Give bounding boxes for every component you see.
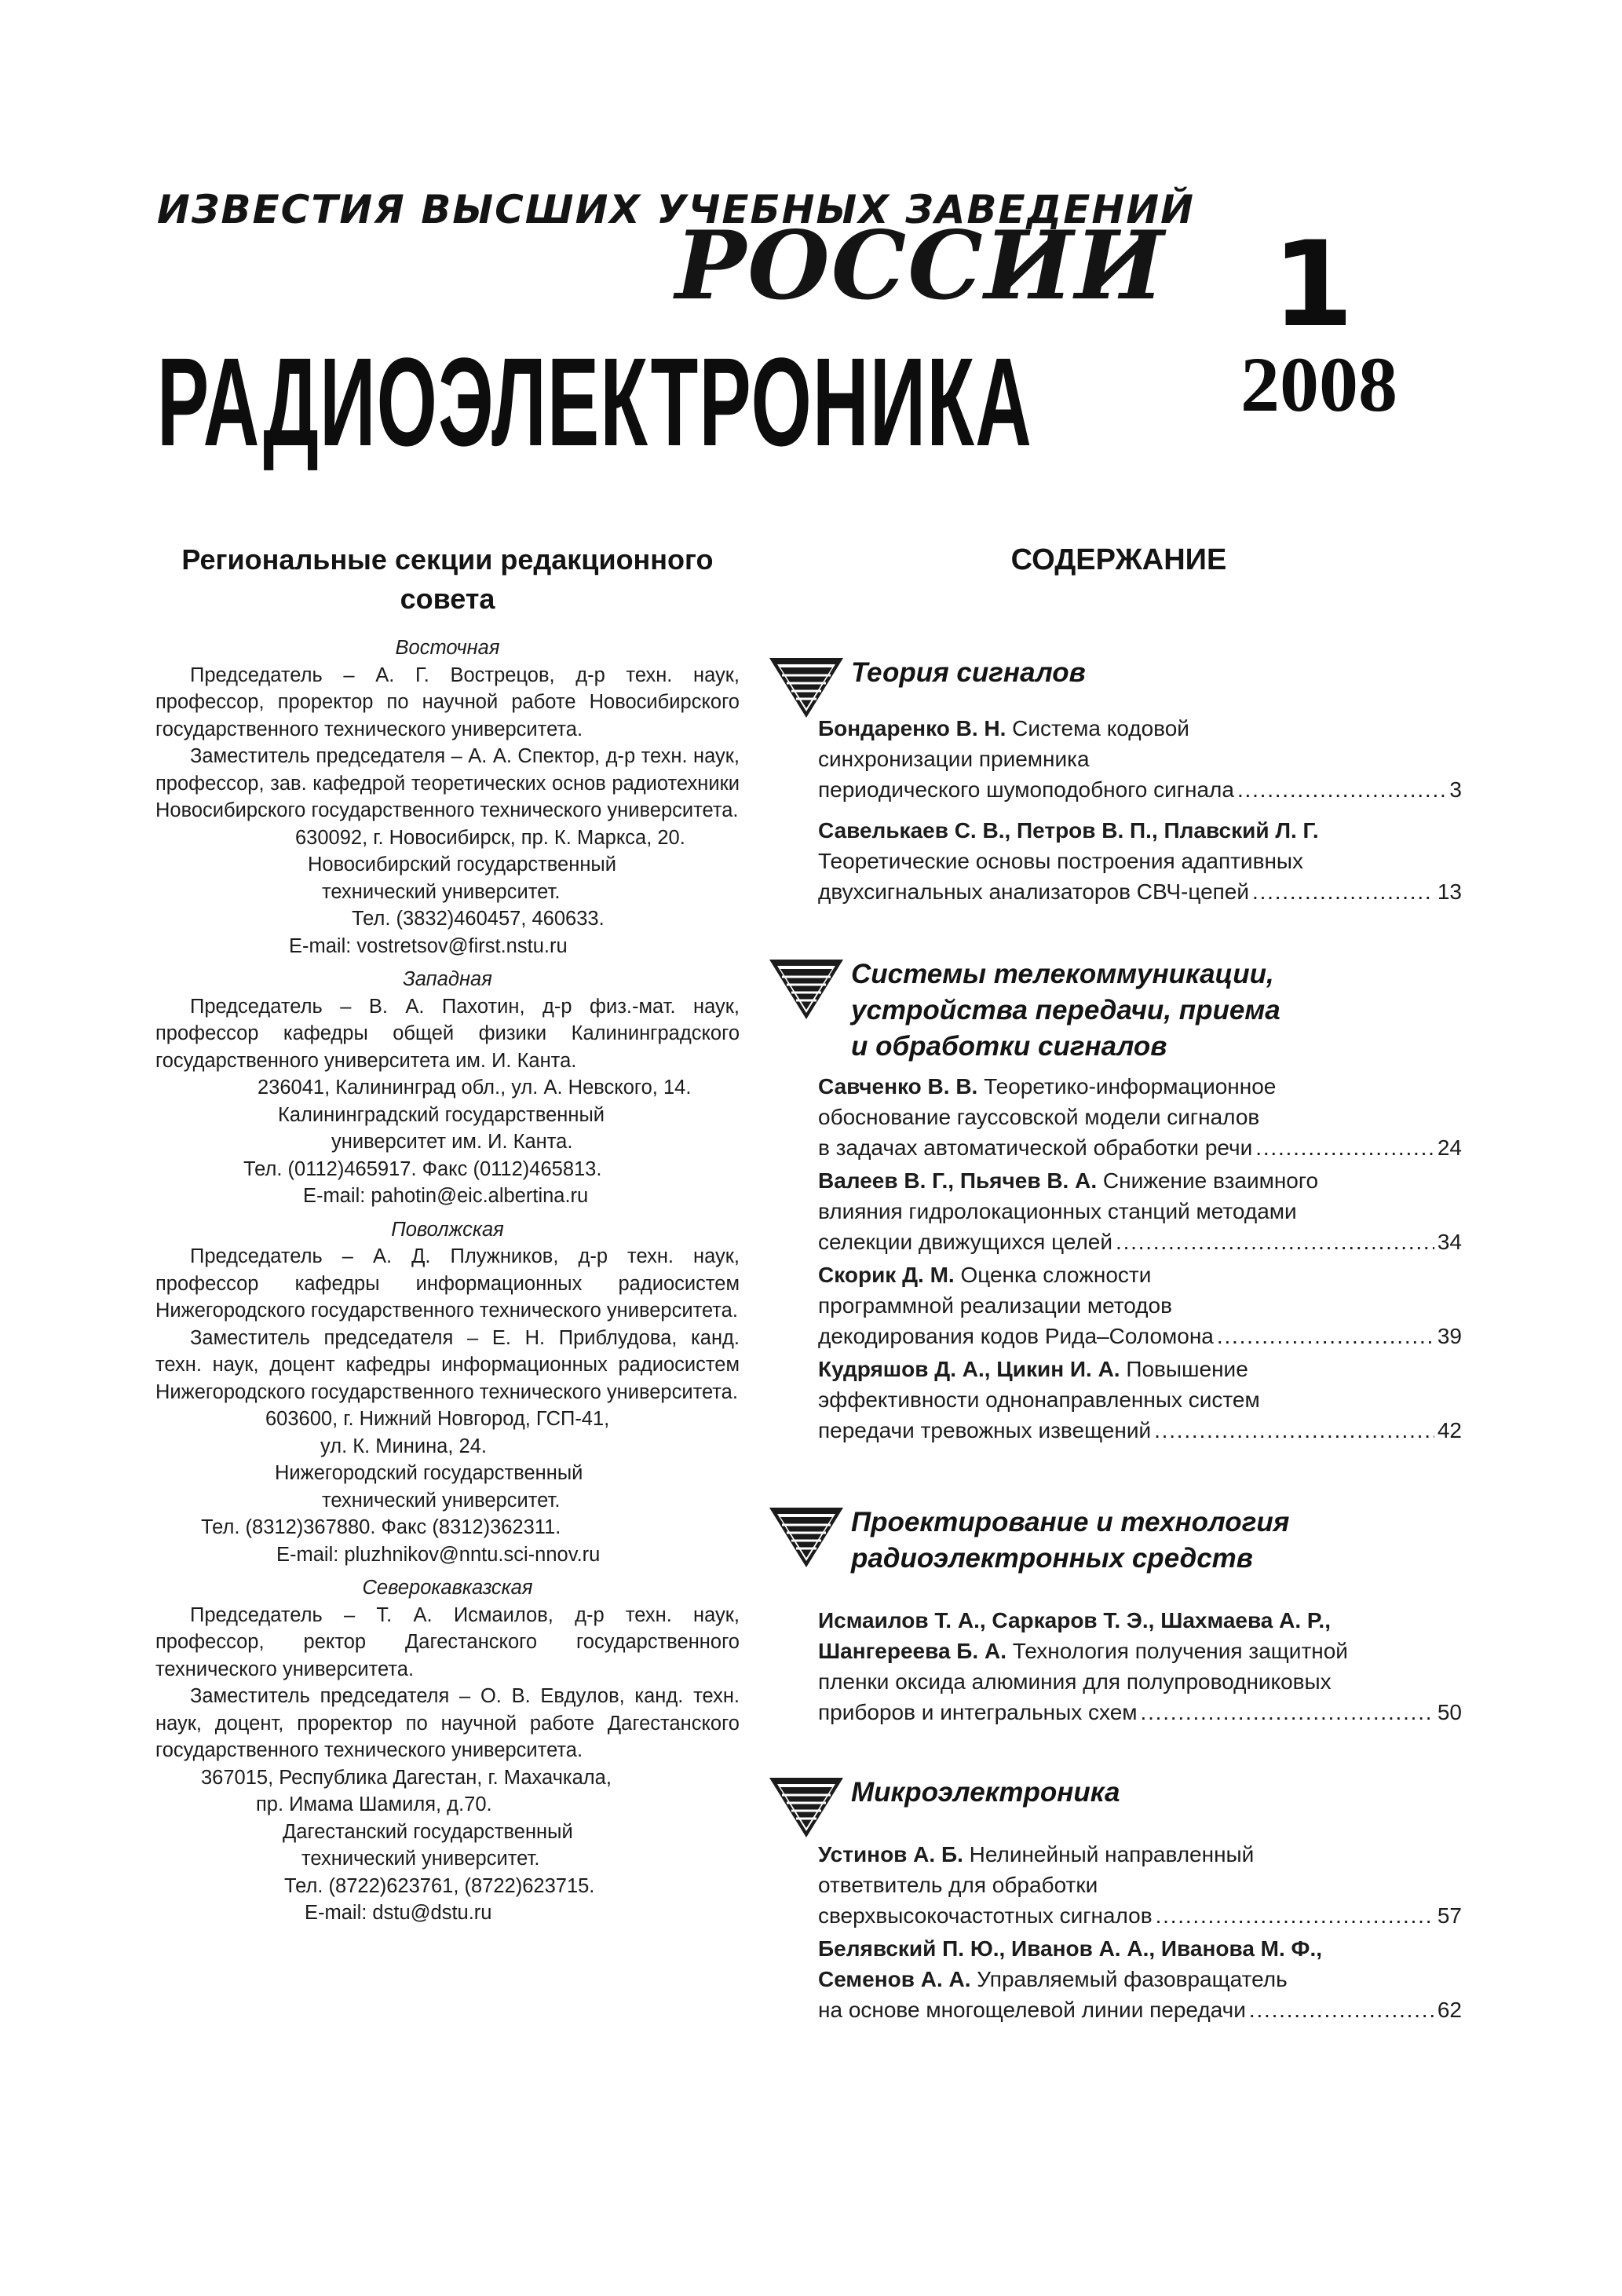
region-address-line: E-mail: vostretsov@first.nstu.ru xyxy=(289,934,568,957)
entry-authors: Белявский П. Ю., Иванов А. А., Иванова М. Ф., xyxy=(818,1936,1323,1961)
entry-last-line xyxy=(818,1132,1462,1163)
region-person: Председатель – А. Д. Плужников, д-р техн. наук, профессор кафедры информационных радиосистем Нижегородского государственного технического университета. xyxy=(155,1245,740,1322)
entry-authors: Устинов А. Б. xyxy=(818,1842,963,1866)
region-person: Председатель – В. А. Пахотин, д-р физ.-мат. наук, профессор кафедры общей физики Калининградского государственного университета им. И. Канта. xyxy=(155,995,740,1072)
section-triangle-icon xyxy=(769,656,843,719)
entry-page-number: 34 xyxy=(1437,1230,1462,1254)
entry-authors: Исмаилов Т. А., Саркаров Т. Э., Шахмаева А. Р., xyxy=(818,1608,1331,1632)
leader-dots xyxy=(1154,1415,1434,1446)
contents-entry[interactable] xyxy=(818,1260,1462,1351)
contents-column xyxy=(769,540,1468,2022)
region-address-line: Тел. (3832)460457, 460633. xyxy=(352,908,605,930)
region-section xyxy=(155,966,740,1210)
entry-line: Шангереева Б. А. Технология получения защитной xyxy=(818,1639,1348,1663)
region-address-line: Новосибирский государственный xyxy=(308,854,616,876)
issue-number: 1 xyxy=(1272,217,1354,353)
entry-line xyxy=(818,815,1462,846)
entry-line xyxy=(818,1933,1462,1964)
entry-title-end: периодического шумоподобного сигнала xyxy=(818,777,1234,802)
region-name: Северокавказская xyxy=(362,1577,533,1599)
entry-line: Савченко В. В. Теоретико-информационное xyxy=(818,1074,1277,1099)
entry-authors-cont: Семенов А. А. xyxy=(818,1967,971,1991)
region-address-line: E-mail: pluzhnikov@nntu.sci-nnov.ru xyxy=(276,1543,601,1566)
entry-authors: Савченко В. В. xyxy=(818,1074,978,1099)
contents-entry[interactable] xyxy=(818,1071,1462,1163)
entry-last-line xyxy=(818,876,1462,907)
contents-section-title-lines: Проектирование и технология радиоэлектронных средств xyxy=(851,1507,1290,1574)
region-name: Восточная xyxy=(395,637,500,659)
contents-entry[interactable] xyxy=(818,1354,1462,1446)
entry-line: пленки оксида алюминия для полупроводниковых xyxy=(818,1669,1332,1694)
entry-page-number: 50 xyxy=(1437,1700,1462,1724)
region-address-line: 630092, г. Новосибирск, пр. К. Маркса, 20. xyxy=(295,826,685,849)
region-section xyxy=(155,634,740,960)
leader-dots xyxy=(1252,876,1434,907)
section-triangle-icon xyxy=(769,1776,843,1839)
region-address-line: Тел. (8722)623761, (8722)623715. xyxy=(284,1874,595,1897)
region-address-line: E-mail: pahotin@eic.albertina.ru xyxy=(303,1185,589,1207)
contents-section-title-lines: Микроэлектроника xyxy=(851,1777,1120,1808)
leader-dots xyxy=(1249,1994,1434,2025)
region-address-line: технический университет. xyxy=(322,880,561,903)
entry-authors: Савелькаев С. В., Петров В. П., Плавский Л. Г. xyxy=(818,818,1319,843)
section-triangle-icon xyxy=(769,1506,843,1569)
entry-page-number: 13 xyxy=(1437,879,1462,904)
entry-line: обоснование гауссовской модели сигналов xyxy=(818,1105,1260,1129)
contents-title: СОДЕРЖАНИЕ xyxy=(1010,543,1227,576)
entry-line: Валеев В. Г., Пьячев В. А. Снижение взаимного xyxy=(818,1168,1319,1193)
region-section xyxy=(155,1216,740,1569)
leader-dots xyxy=(1237,774,1446,805)
entry-line xyxy=(818,1605,1462,1636)
entry-authors-cont: Шангереева Б. А. xyxy=(818,1639,1006,1663)
entry-line: Кудряшов Д. А., Цикин И. А. Повышение xyxy=(818,1357,1248,1381)
contents-entry[interactable] xyxy=(818,815,1462,907)
entry-authors: Кудряшов Д. А., Цикин И. А. xyxy=(818,1357,1120,1381)
region-address-line: технический университет. xyxy=(322,1489,561,1512)
entry-title-end: в задачах автоматической обработки речи xyxy=(818,1135,1253,1160)
entry-last-line xyxy=(818,1697,1462,1727)
contents-section-heading xyxy=(769,655,1086,691)
entry-line: эффективности однонаправленных систем xyxy=(818,1387,1260,1412)
contents-section-heading xyxy=(769,1775,1120,1811)
region-address-line: Тел. (0112)465917. Факс (0112)465813. xyxy=(243,1157,602,1180)
section-triangle-icon xyxy=(769,958,843,1021)
entry-last-line xyxy=(818,774,1462,805)
region-person: Председатель – Т. А. Исмаилов, д-р техн. наук, профессор, ректор Дагестанского государственного технического университета. xyxy=(155,1603,740,1680)
entry-line: Семенов А. А. Управляемый фазовращатель xyxy=(818,1967,1288,1991)
region-address-line: технический университет. xyxy=(301,1848,540,1870)
leader-dots xyxy=(1116,1227,1434,1257)
region-address-line: 367015, Республика Дагестан, г. Махачкала, xyxy=(201,1766,612,1789)
region-address-line: Тел. (8312)367880. Факс (8312)362311. xyxy=(201,1516,561,1538)
entry-authors: Бондаренко В. Н. xyxy=(818,716,1006,740)
region-person: Председатель – А. Г. Вострецов, д-р техн. наук, профессор, проректор по научной работе Новосибирского государственного технического университета. xyxy=(155,664,740,740)
entry-authors: Валеев В. Г., Пьячев В. А. xyxy=(818,1168,1098,1193)
issue-year: 2008 xyxy=(1240,341,1397,428)
region-person: Заместитель председателя – О. В. Евдулов, канд. техн. наук, доцент, проректор по научной работе Дагестанского государственного технического университета. xyxy=(155,1685,740,1761)
region-name: Западная xyxy=(403,968,492,990)
entry-title-end: декодирования кодов Рида–Соломона xyxy=(818,1324,1214,1348)
leader-dots xyxy=(1255,1132,1434,1163)
leader-dots xyxy=(1217,1321,1434,1351)
entry-last-line xyxy=(818,1415,1462,1446)
regional-sections-list xyxy=(155,634,740,1927)
region-person: Заместитель председателя – А. А. Спектор, д-р техн. наук, профессор, зав. кафедрой теоретических основ радиотехники Новосибирского государственного технического университета. xyxy=(155,745,740,821)
entry-last-line xyxy=(818,1900,1462,1931)
entry-last-line xyxy=(818,1321,1462,1351)
regional-sections-column xyxy=(155,540,740,1927)
entry-line: Устинов А. Б. Нелинейный направленный xyxy=(818,1842,1255,1866)
regional-sections-heading: Региональные секции редакционного совета xyxy=(181,543,714,615)
leader-dots xyxy=(1156,1900,1434,1931)
leader-dots xyxy=(1141,1697,1434,1727)
journal-series-title: ИЗВЕСТИЯ ВЫСШИХ УЧЕБНЫХ ЗАВЕДЕНИЙ xyxy=(157,187,1195,232)
entry-title-end: сверхвысокочастотных сигналов xyxy=(818,1903,1153,1928)
journal-title: РАДИОЭЛЕКТРОНИКА xyxy=(157,331,1033,472)
entry-authors: Скорик Д. М. xyxy=(818,1263,955,1287)
entry-line: Скорик Д. М. Оценка сложности xyxy=(818,1263,1152,1287)
region-address-line: ул. К. Минина, 24. xyxy=(320,1435,487,1457)
region-address-line: Дагестанский государственный xyxy=(283,1820,573,1843)
entry-last-line xyxy=(818,1227,1462,1257)
contents-section-title-lines: Системы телекоммуникации, устройства передачи, приема и обработки сигналов xyxy=(851,959,1280,1062)
entry-page-number: 57 xyxy=(1437,1903,1462,1928)
contents-section-heading xyxy=(769,1504,1289,1577)
contents-entry[interactable] xyxy=(818,1605,1462,1727)
entry-last-line xyxy=(818,1994,1462,2025)
entry-line: Бондаренко В. Н. Система кодовой xyxy=(818,716,1189,740)
region-section xyxy=(155,1574,740,1927)
region-address-line: 603600, г. Нижний Новгород, ГСП-41, xyxy=(265,1408,610,1430)
entry-page-number: 24 xyxy=(1437,1135,1462,1160)
region-address-line: университет им. И. Канта. xyxy=(331,1131,573,1153)
region-address-line: E-mail: dstu@dstu.ru xyxy=(305,1902,492,1924)
contents-section-heading xyxy=(769,956,1280,1065)
entry-line: Теоретические основы построения адаптивных xyxy=(818,849,1304,873)
contents-section-title-lines: Теория сигналов xyxy=(851,657,1086,688)
region-address-line: 236041, Калининград обл., ул. А. Невского, 14. xyxy=(258,1077,692,1099)
region-address-line: пр. Имама Шамиля, д.70. xyxy=(256,1793,492,1815)
entry-line: программной реализации методов xyxy=(818,1293,1172,1318)
contents-entry[interactable] xyxy=(818,713,1462,805)
entry-title-end: на основе многощелевой линии передачи xyxy=(818,1998,1246,2022)
entry-page-number: 3 xyxy=(1449,777,1462,802)
journal-series-russia: РОССИИ xyxy=(675,210,1166,321)
entry-title-end: селекции движущихся целей xyxy=(818,1230,1113,1254)
entry-title-end: передачи тревожных извещений xyxy=(818,1418,1152,1442)
contents-entry[interactable] xyxy=(818,1933,1462,2025)
entry-title-end: приборов и интегральных схем xyxy=(818,1700,1138,1724)
entry-line: влияния гидролокационных станций методами xyxy=(818,1199,1297,1223)
contents-entry[interactable] xyxy=(818,1165,1462,1257)
entry-page-number: 39 xyxy=(1437,1324,1462,1348)
entry-line: синхронизации приемника xyxy=(818,747,1090,771)
region-address-line: Калининградский государственный xyxy=(278,1103,605,1126)
entry-page-number: 42 xyxy=(1437,1418,1462,1442)
entry-line: ответвитель для обработки xyxy=(818,1873,1098,1897)
region-address-line: Нижегородский государственный xyxy=(275,1462,583,1484)
entry-page-number: 62 xyxy=(1437,1998,1462,2022)
region-name: Поволжская xyxy=(391,1218,504,1241)
contents-entry[interactable] xyxy=(818,1839,1462,1931)
region-person: Заместитель председателя – Е. Н. Приблудова, канд. техн. наук, доцент кафедры информационных радиосистем Нижегородского государственного технического университета. xyxy=(155,1326,740,1403)
entry-title-end: двухсигнальных анализаторов СВЧ-цепей xyxy=(818,879,1250,904)
